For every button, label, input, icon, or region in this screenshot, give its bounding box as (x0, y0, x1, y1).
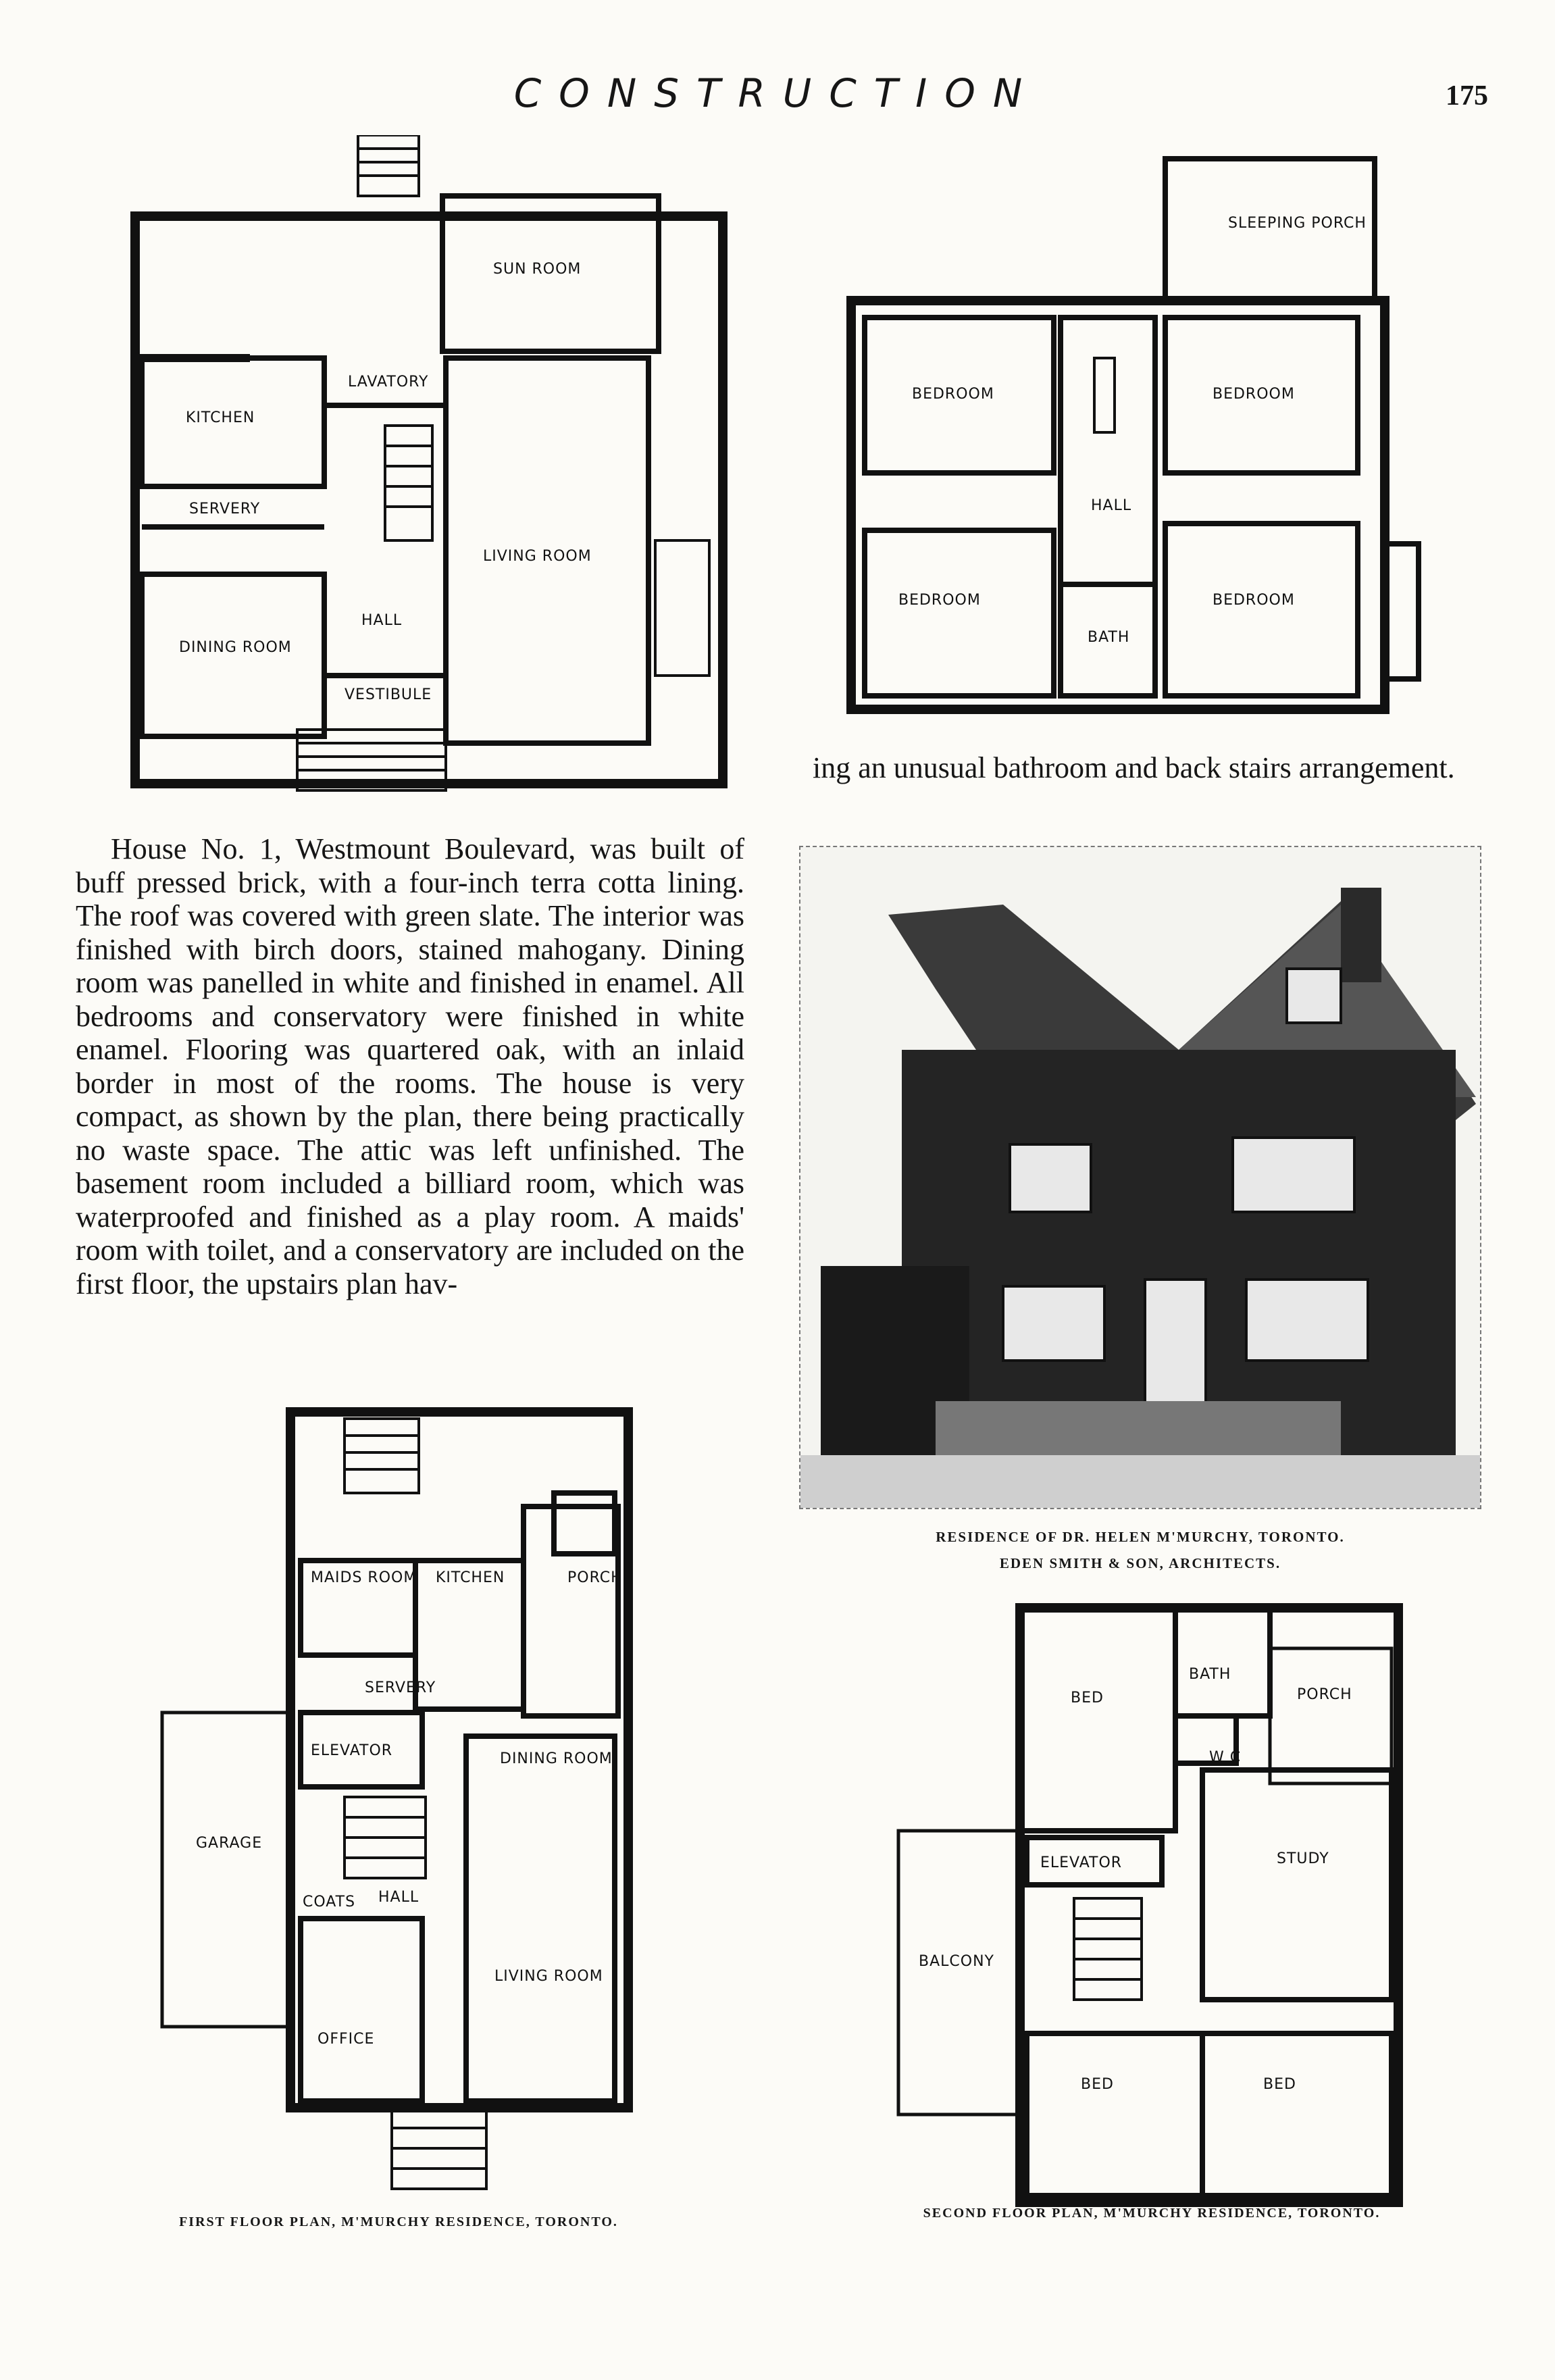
room-label-sleeping-porch: SLEEPING PORCH (1228, 215, 1367, 232)
photo-caption-line-2: EDEN SMITH & SON, ARCHITECTS. (999, 1555, 1281, 1571)
room-label-sun-room: SUN ROOM (493, 261, 582, 278)
room-label-elevator: ELEVATOR (311, 1742, 393, 1759)
room-label-office: OFFICE (317, 2031, 375, 2048)
room-label-bath: BATH (1088, 629, 1130, 646)
room-label-coats: COATS (303, 1894, 356, 1910)
room-label-wc: W C (1209, 1749, 1242, 1766)
room-label-bedroom-bottom-right: BEDROOM (1213, 592, 1295, 609)
floor-plan-house-1-first-floor (122, 135, 730, 797)
residence-photo (800, 847, 1480, 1508)
room-label-bedroom-top-left: BEDROOM (912, 386, 994, 403)
page-number: 175 (1446, 80, 1488, 111)
article-paragraph: House No. 1, Westmount Boulevard, was built of buff pressed brick, with a four-inch terra cotta lining. The roof was covered with green slate. The interior was finished with birch doors, stained mahogany. Dining room was panelled in white and finished in enamel. All bedrooms and conservatory were finished in white enamel. Flooring was quartered oak, with an inlaid border in most of the rooms. The house is very compact, as shown by the plan, there being practically no waste space. The attic was left unfinished. The basement room included a billiard room, which was waterproofed and finished as a play room. A maids' room with toilet, and a conservatory are included on the first floor, the upstairs plan hav- (76, 832, 744, 1300)
room-label-bed-top-left: BED (1071, 1690, 1104, 1706)
room-label-garage: GARAGE (196, 1835, 263, 1852)
room-label-servery: SERVERY (189, 501, 261, 517)
room-label-bed-bottom-right: BED (1263, 2076, 1296, 2093)
residence-photo-frame (799, 846, 1481, 1509)
article-continuation (813, 751, 1480, 785)
room-label-study: STUDY (1277, 1850, 1329, 1867)
room-label-balcony: BALCONY (919, 1953, 994, 1970)
room-label-porch: PORCH (567, 1569, 623, 1586)
room-label-dining-room: DINING ROOM (179, 639, 292, 656)
plan3-caption: FIRST FLOOR PLAN, M'MURCHY RESIDENCE, TORONTO. (179, 2214, 618, 2229)
room-label-elevator: ELEVATOR (1040, 1854, 1123, 1871)
room-label-lavatory: LAVATORY (348, 374, 429, 390)
running-header: CONSTRUCTION (513, 70, 1040, 116)
room-label-bath: BATH (1189, 1666, 1231, 1683)
room-label-porch: PORCH (1297, 1686, 1352, 1703)
room-label-bed-bottom-left: BED (1081, 2076, 1114, 2093)
room-label-kitchen: KITCHEN (436, 1569, 505, 1586)
room-label-hall: HALL (1091, 497, 1132, 514)
article-continuation-text: ing an unusual bathroom and back stairs arrangement. (813, 751, 1455, 784)
room-label-bedroom-bottom-left: BEDROOM (898, 592, 981, 609)
room-label-dining-room: DINING ROOM (500, 1750, 613, 1767)
photo-caption-line-1: RESIDENCE OF DR. HELEN M'MURCHY, TORONTO. (936, 1529, 1345, 1545)
room-label-living-room: LIVING ROOM (494, 1968, 603, 1985)
room-label-living-room: LIVING ROOM (483, 548, 592, 565)
floor-plan-house-1-second-floor (844, 152, 1425, 719)
room-label-hall: HALL (361, 612, 403, 629)
article-body (76, 832, 744, 1300)
floor-plan-mmurchy-second-floor (885, 1601, 1425, 2209)
floor-plan-mmurchy-first-floor (149, 1405, 689, 2196)
room-label-hall: HALL (378, 1889, 419, 1906)
room-label-kitchen: KITCHEN (186, 409, 255, 426)
room-label-servery: SERVERY (365, 1679, 436, 1696)
room-label-vestibule: VESTIBULE (345, 686, 432, 703)
room-label-maids-room: MAIDS ROOM (311, 1569, 417, 1586)
plan4-caption: SECOND FLOOR PLAN, M'MURCHY RESIDENCE, TORONTO. (923, 2206, 1381, 2221)
room-label-bedroom-top-right: BEDROOM (1213, 386, 1295, 403)
